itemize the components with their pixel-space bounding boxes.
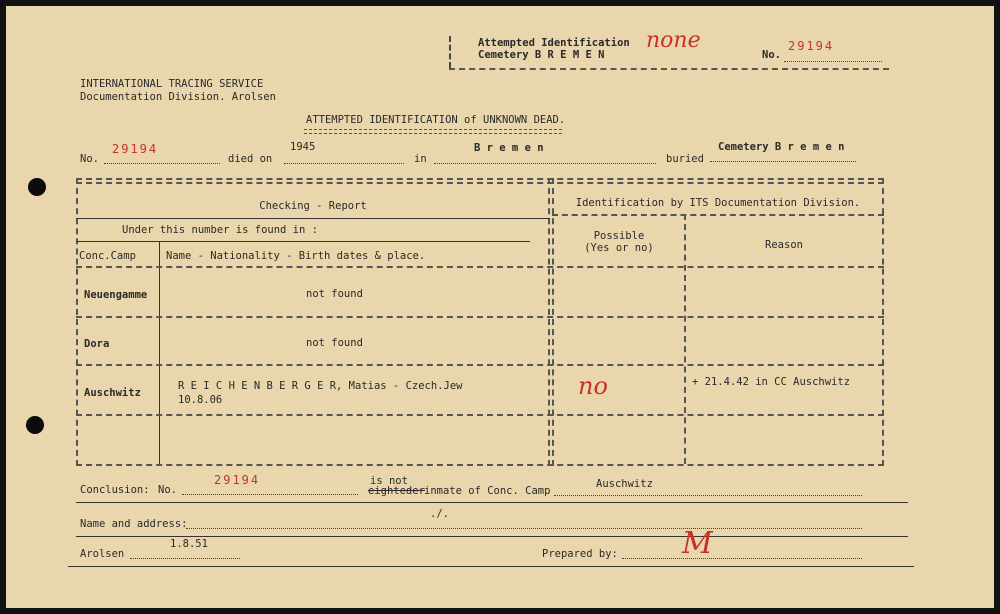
conclusion-is-not: is not — [370, 475, 408, 487]
table-bottom-border — [76, 464, 884, 466]
died-on-label: died on — [228, 153, 273, 165]
table-left-border — [76, 178, 78, 466]
punch-hole-top — [28, 178, 46, 196]
column-header-rule — [76, 266, 884, 268]
conclusion-rule — [76, 502, 908, 503]
found-in-rule — [76, 241, 530, 242]
handwritten-none: none — [646, 28, 701, 53]
org-division: Documentation Division. Arolsen — [80, 91, 276, 103]
identification-header-rule — [552, 214, 884, 216]
org-name: INTERNATIONAL TRACING SERVICE — [80, 78, 264, 90]
prepared-by-dots — [622, 558, 862, 559]
attempted-identification-label: Attempted Identification — [478, 37, 630, 49]
checking-report-header: Checking - Report — [259, 200, 367, 212]
row-2-bottom-rule — [76, 364, 884, 366]
conclusion-inmate-text: inmate of Conc. Camp — [424, 485, 551, 497]
header-box-left-border — [449, 36, 451, 68]
col-possible-header: Possible — [593, 230, 645, 242]
name-address-value: ./. — [430, 508, 449, 520]
row-2-camp: Dora — [84, 338, 110, 350]
checking-header-rule — [76, 218, 550, 219]
footer-date: 1.8.51 — [170, 538, 208, 550]
title-underline-1 — [304, 129, 562, 130]
table-top-border-2 — [76, 182, 884, 184]
cemetery-bremen-label: Cemetery B R E M E N — [478, 49, 605, 61]
col-possible-subheader: (Yes or no) — [584, 242, 654, 254]
col-camp-header: Conc.Camp — [79, 250, 136, 262]
header-no-value: 29194 — [788, 39, 835, 53]
row-3-camp: Auschwitz — [84, 387, 141, 399]
in-dots — [434, 163, 656, 164]
title-underline-2 — [304, 133, 562, 134]
header-no-dots — [784, 61, 882, 62]
row-2-name: not found — [306, 337, 363, 349]
document-card — [6, 6, 994, 608]
col-reason-header: Reason — [765, 239, 803, 251]
in-value: B r e m e n — [474, 142, 544, 154]
row-3-birthdate: 10.8.06 — [178, 394, 223, 406]
buried-value: Cemetery B r e m e n — [718, 141, 845, 153]
buried-label: buried — [666, 153, 704, 165]
in-label: in — [414, 153, 427, 165]
table-right-border — [882, 178, 884, 466]
footer-bottom-rule — [68, 566, 914, 567]
row-1-bottom-rule — [76, 316, 884, 318]
name-address-rule — [76, 536, 908, 537]
punch-hole-bottom — [26, 416, 44, 434]
table-top-border — [76, 178, 884, 180]
row-1-name: not found — [306, 288, 363, 300]
footer-date-dots — [130, 558, 240, 559]
found-in-header: Under this number is found in : — [122, 224, 318, 236]
conclusion-no-label: No. — [158, 484, 177, 496]
row-1-camp: Neuengamme — [84, 289, 148, 301]
row-3-reason: + 21.4.42 in CC Auschwitz — [692, 376, 851, 388]
col-name-header: Name - Nationality - Birth dates & place. — [166, 250, 426, 262]
header-box-bottom-border — [449, 68, 889, 70]
identification-header: Identification by ITS Documentation Division. — [575, 197, 861, 209]
row-3-possible-handwritten: no — [578, 372, 608, 400]
row-3-bottom-rule — [76, 414, 884, 416]
died-on-dots — [284, 163, 404, 164]
name-address-dots — [186, 528, 862, 529]
conclusion-no-value: 29194 — [214, 473, 261, 487]
table-camp-divider — [159, 242, 160, 464]
buried-dots — [710, 161, 856, 162]
conclusion-struck-text: eighteder — [368, 485, 425, 497]
prepared-by-initial: M — [682, 526, 713, 561]
prepared-by-label: Prepared by: — [542, 548, 618, 560]
died-on-value: 1945 — [290, 141, 316, 153]
table-reason-divider — [684, 214, 686, 464]
record-no-dots — [104, 163, 220, 164]
conclusion-camp-dots — [554, 495, 862, 496]
record-no-value: 29194 — [112, 142, 159, 156]
conclusion-no-dots — [182, 494, 358, 495]
conclusion-camp-value: Auschwitz — [596, 478, 653, 490]
name-address-label: Name and address: — [80, 518, 188, 530]
table-mid-divider — [548, 178, 550, 466]
document-title: ATTEMPTED IDENTIFICATION of UNKNOWN DEAD. — [306, 114, 566, 126]
footer-place: Arolsen — [80, 548, 125, 560]
table-mid-divider-2 — [552, 178, 554, 466]
header-no-label: No. — [762, 49, 781, 61]
row-3-name: R E I C H E N B E R G E R, Matias - Czech.Jew — [178, 380, 463, 392]
record-no-label: No. — [80, 153, 99, 165]
conclusion-label: Conclusion: — [80, 484, 150, 496]
